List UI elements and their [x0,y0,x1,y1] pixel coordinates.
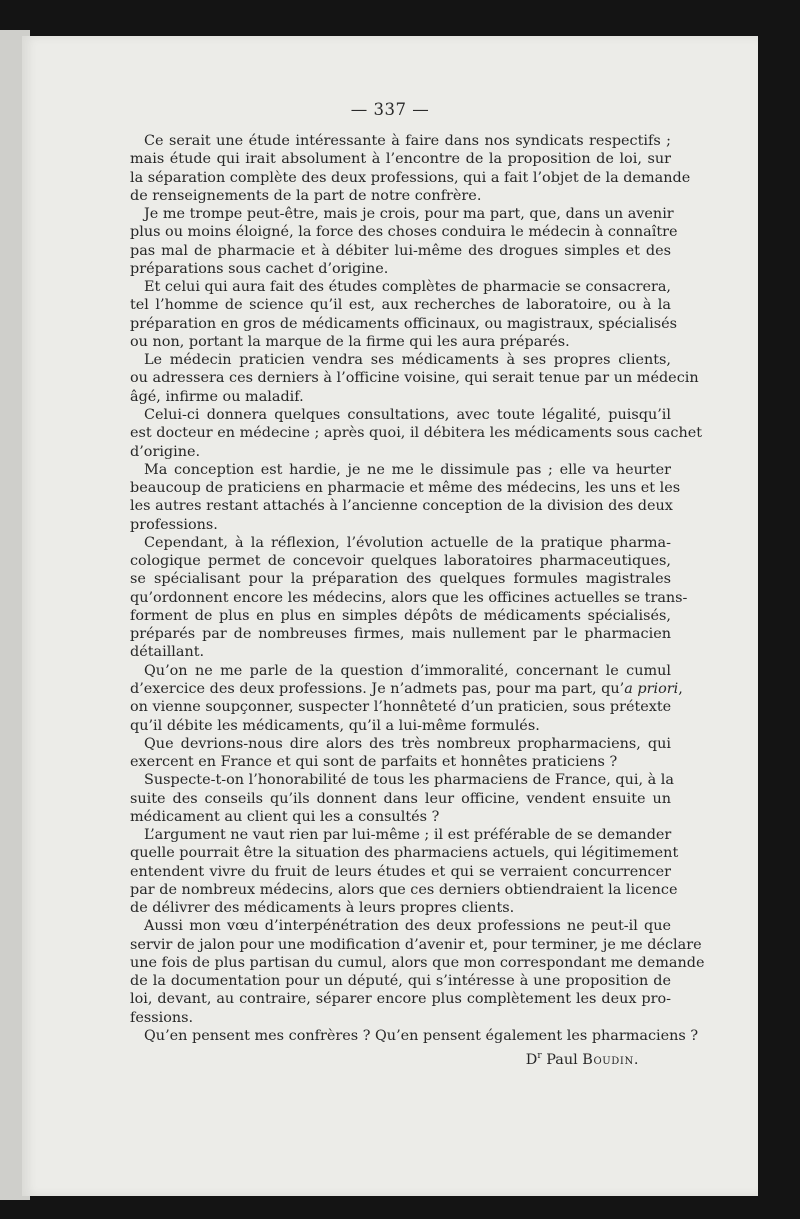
text-line: par de nombreux médecins, alors que ces derniers obtiendraient la licence [130,881,678,898]
text-line: qu’il débite les médicaments, qu’il a lui-même formulés. [130,717,540,734]
text-line: on vienne soupçonner, suspecter l’honnêteté d’un praticien, sous prétexte [130,699,672,716]
paragraph [130,735,671,772]
text-line: la séparation complète des deux professions, qui a fait l’objet de la demande [130,169,691,186]
paragraph [130,917,705,1027]
text-line: Et celui qui aura fait des études complètes de pharmacie se consacrera, [144,279,671,296]
text-line: quelle pourrait être la situation des pharmaciens actuels, qui légitimement [130,845,679,862]
text-line: servir de jalon pour une modification d’avenir et, pour terminer, je me déclare [130,936,702,953]
text-line: une fois de plus partisan du cumul, alors que mon correspondant me demande [130,954,705,971]
paragraph [130,132,691,205]
text-line: Que devrions-nous dire alors des très nombreux propharmaciens, qui [144,735,671,752]
text-line: plus ou moins éloigné, la force des choses conduira le médecin à connaître [130,224,678,241]
text-line: d’origine. [130,443,201,460]
text-line: préparés par de nombreuses firmes, mais nullement par le pharmacien [130,626,671,643]
paragraph [130,771,674,826]
text-line: suite des conseils qu’ils donnent dans leur officine, vendent ensuite un [130,790,671,807]
paragraph [130,205,678,278]
text-line: les autres restant attachés à l’ancienne conception de la division des deux [130,498,673,515]
text-line: L’argument ne vaut rien par lui-même ; il est préférable de se demander [144,827,672,844]
text-line: Le médecin praticien vendra ses médicaments à ses propres clients, [144,352,671,369]
text-line: de délivrer des médicaments à leurs propres clients. [130,900,515,917]
signature-title: D [525,1052,538,1069]
paragraph [130,351,699,406]
text-line: se spécialisant pour la préparation des quelques formules magistrales [130,571,671,588]
text-line: d’exercice des deux professions. Je n’admets pas, pour ma part, qu’a priori, [130,680,683,697]
text-line: beaucoup de praticiens en pharmacie et même des médecins, les uns et les [130,480,681,497]
paragraph [130,461,681,534]
text-line: Cependant, à la réflexion, l’évolution actuelle de la pratique pharma- [144,534,671,551]
text-line: Ma conception est hardie, je ne me le dissimule pas ; elle va heurter [144,461,671,478]
text-line: est docteur en médecine ; après quoi, il débitera les médicaments sous cachet [130,425,703,442]
text-line: entendent vivre du fruit de leurs études et qui se verraient concurrencer [130,863,671,880]
signature-last-name: Boudin. [582,1052,639,1069]
text-line: de la documentation pour un député, qui s’intéresse à une proposition de [130,973,671,990]
signature-title-sup: r [537,1051,542,1062]
text-line: médicament au client qui les a consultés ? [130,808,440,825]
author-signature [130,1047,671,1069]
text-line: âgé, infirme ou maladif. [130,388,304,405]
text-line: qu’ordonnent encore les médecins, alors que les officines actuelles se trans- [130,589,688,606]
paragraph [130,406,703,461]
text-line: professions. [130,516,218,533]
paragraph [130,826,679,917]
signature-first-name: Paul [546,1052,578,1069]
paragraph [130,534,688,662]
text-line: ou adressera ces derniers à l’officine voisine, qui serait tenue par un médecin [130,370,699,387]
text-line: fessions. [130,1009,194,1026]
paragraph [130,278,677,351]
text-line: exercent en France et qui sont de parfaits et honnêtes praticiens ? [130,754,618,771]
text-line: Suspecte-t-on l’honorabilité de tous les pharmaciens de France, qui, à la [144,772,674,789]
text-line: Qu’on ne me parle de la question d’immoralité, concernant le cumul [144,662,671,679]
text-line: ou non, portant la marque de la firme qui les aura préparés. [130,333,570,350]
text-line: préparations sous cachet d’origine. [130,260,389,277]
text-line: Celui-ci donnera quelques consultations, avec toute légalité, puisqu’il [144,406,671,423]
text-line: loi, devant, au contraire, séparer encore plus complètement les deux pro- [130,991,671,1008]
text-line: pas mal de pharmacie et à débiter lui-même des drogues simples et des [130,242,671,259]
text-line: cologique permet de concevoir quelques laboratoires pharmaceutiques, [130,553,671,570]
text-line: préparation en gros de médicaments officinaux, ou magistraux, spécialisés [130,315,677,332]
article-body [130,132,705,1069]
page-number: — 337 — [350,100,430,119]
text-line: Je me trompe peut-être, mais je crois, pour ma part, que, dans un avenir [144,206,674,223]
text-line: de renseignements de la part de notre confrère. [130,187,482,204]
text-line: Ce serait une étude intéressante à faire dans nos syndicats respectifs ; [144,133,671,149]
text-line: Aussi mon vœu d’interpénétration des deux professions ne peut-il que [144,918,671,935]
text-line: mais étude qui irait absolument à l’encontre de la proposition de loi, sur [130,151,671,168]
text-line: détaillant. [130,644,205,661]
book-page [22,36,758,1196]
text-line: Qu’en pensent mes confrères ? Qu’en pensent également les pharmaciens ? [144,1028,699,1045]
text-line: tel l’homme de science qu’il est, aux recherches de laboratoire, ou à la [130,297,671,314]
text-line: forment de plus en plus en simples dépôts de médicaments spécialisés, [130,607,671,624]
paragraph [130,1027,699,1045]
paragraph [130,662,683,735]
